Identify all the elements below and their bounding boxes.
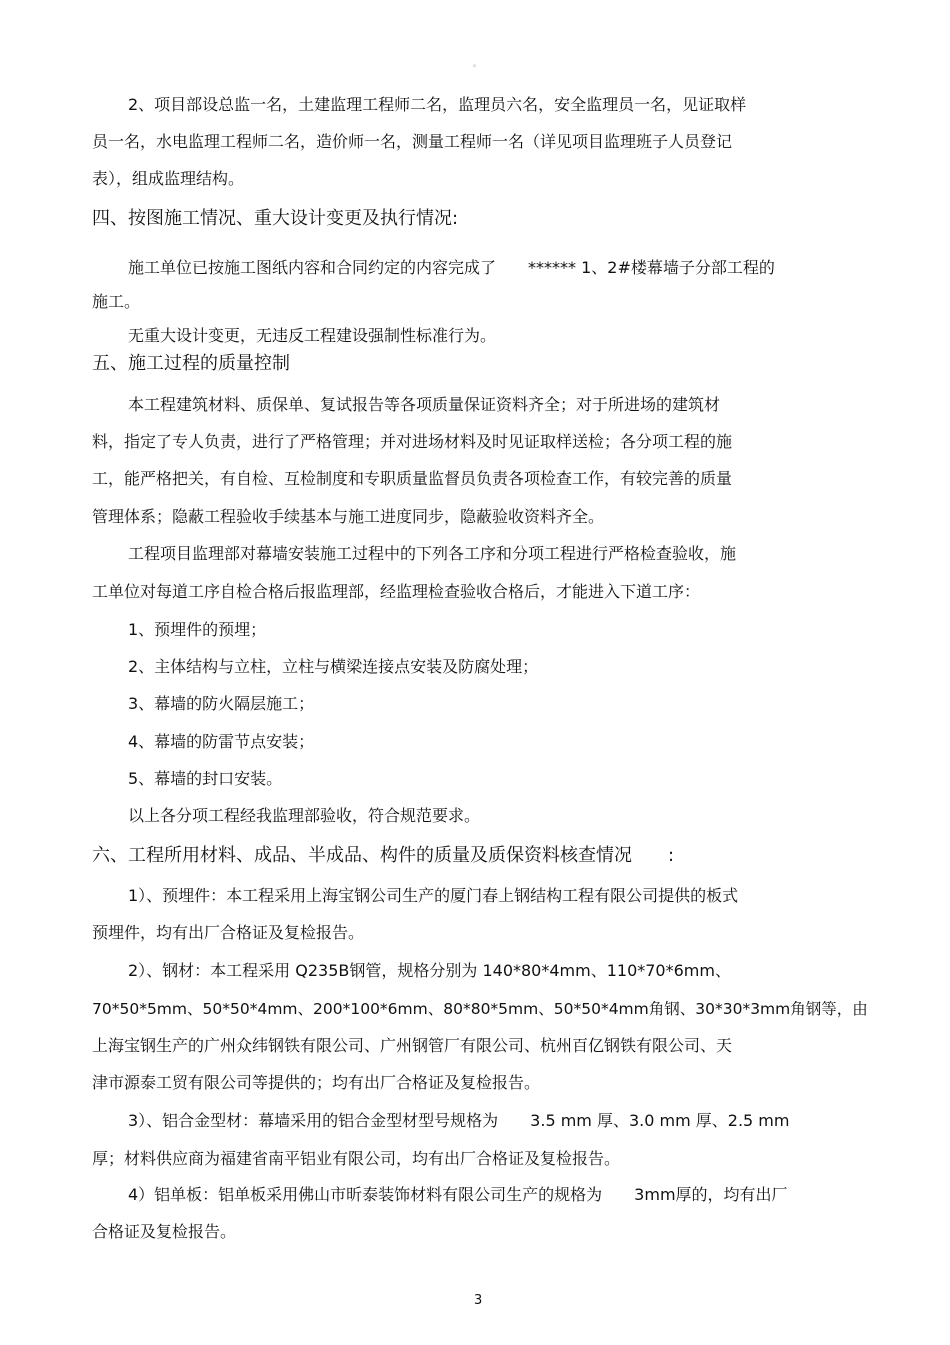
paragraph-line: 合格证及复检报告。 [92,1222,237,1241]
paragraph-line: 本工程建筑材料、质保单、复试报告等各项质量保证资料齐全；对于所进场的建筑材 [128,395,721,414]
paragraph-line: 以上各分项工程经我监理部验收，符合规范要求。 [128,806,481,825]
page-number: 3 [474,1293,483,1308]
paragraph-line: 2、项目部设总监一名，土建监理工程师二名，监理员六名，安全监理员一名，见证取样 [128,95,747,114]
paragraph-line: 上海宝钢生产的广州众纬钢铁有限公司、广州钢管厂有限公司、杭州百亿钢铁有限公司、天 [92,1036,733,1055]
paragraph-line: 预埋件，均有出厂合格证及复检报告。 [92,923,365,942]
paragraph-line: 3）、铝合金型材：幕墙采用的铝合金型材型号规格为 3.5 mm 厚、3.0 mm 厚、2.5 mm [128,1111,790,1130]
list-item: 3、幕墙的防火隔层施工； [128,694,315,713]
list-item: 2、主体结构与立柱，立柱与横梁连接点安装及防腐处理； [128,657,539,676]
list-item: 1、预埋件的预埋； [128,620,267,639]
paragraph-line: 70*50*5mm、50*50*4mm、200*100*6mm、80*80*5mm、50*50*4mm角钢、30*30*3mm角钢等，由 [92,1000,868,1018]
paragraph-line: 工程项目监理部对幕墙安装施工过程中的下列各工序和分项工程进行严格检查验收，施 [128,544,737,563]
list-item: 5、幕墙的封口安装。 [128,769,283,788]
paragraph-line: 1）、预埋件：本工程采用上海宝钢公司生产的厦门春上钢结构工程有限公司提供的板式 [128,886,739,905]
paragraph-line: 津市源泰工贸有限公司等提供的；均有出厂合格证及复检报告。 [92,1073,541,1092]
paragraph-line: 员一名，水电监理工程师二名，造价师一名，测量工程师一名（详见项目监理班子人员登记 [92,132,733,151]
paragraph-line: 工，能严格把关，有自检、互检制度和专职质量监督员负责各项检查工作，有较完善的质量 [92,469,733,488]
paragraph-line: 无重大设计变更，无违反工程建设强制性标准行为。 [128,326,497,345]
paragraph-line: 2）、钢材：本工程采用 Q235B钢管，规格分别为 140*80*4mm、110*70*6mm、 [128,961,731,980]
section-heading-5: 五、施工过程的质量控制 [92,353,290,374]
paragraph-line: 表），组成监理结构。 [92,169,245,188]
paragraph-line: 4）铝单板：铝单板采用佛山市昕泰装饰材料有限公司生产的规格为 3mm厚的，均有出厂 [128,1185,788,1204]
paragraph-line: 工单位对每道工序自检合格后报监理部，经监理检查验收合格后，才能进入下道工序： [92,582,701,601]
paragraph-line: 料，指定了专人负责，进行了严格管理；并对进场材料及时见证取样送检；各分项工程的施 [92,432,733,451]
list-item: 4、幕墙的防雷节点安装； [128,732,315,751]
section-heading-4: 四、按图施工情况、重大设计变更及执行情况: [92,208,459,229]
paragraph-line: 管理体系；隐蔽工程验收手续基本与施工进度同步，隐蔽验收资料齐全。 [92,507,605,526]
header-mark: 。 [473,59,481,68]
paragraph-line: 厚；材料供应商为福建省南平铝业有限公司，均有出厂合格证及复检报告。 [92,1149,621,1168]
paragraph-line: 施工。 [92,292,141,311]
paragraph-line: 施工单位已按施工图纸内容和合同约定的内容完成了 ****** 1、2#楼幕墙子分部工程的 [128,258,775,277]
section-heading-6: 六、工程所用材料、成品、半成品、构件的质量及质保资料核查情况 : [92,845,675,866]
